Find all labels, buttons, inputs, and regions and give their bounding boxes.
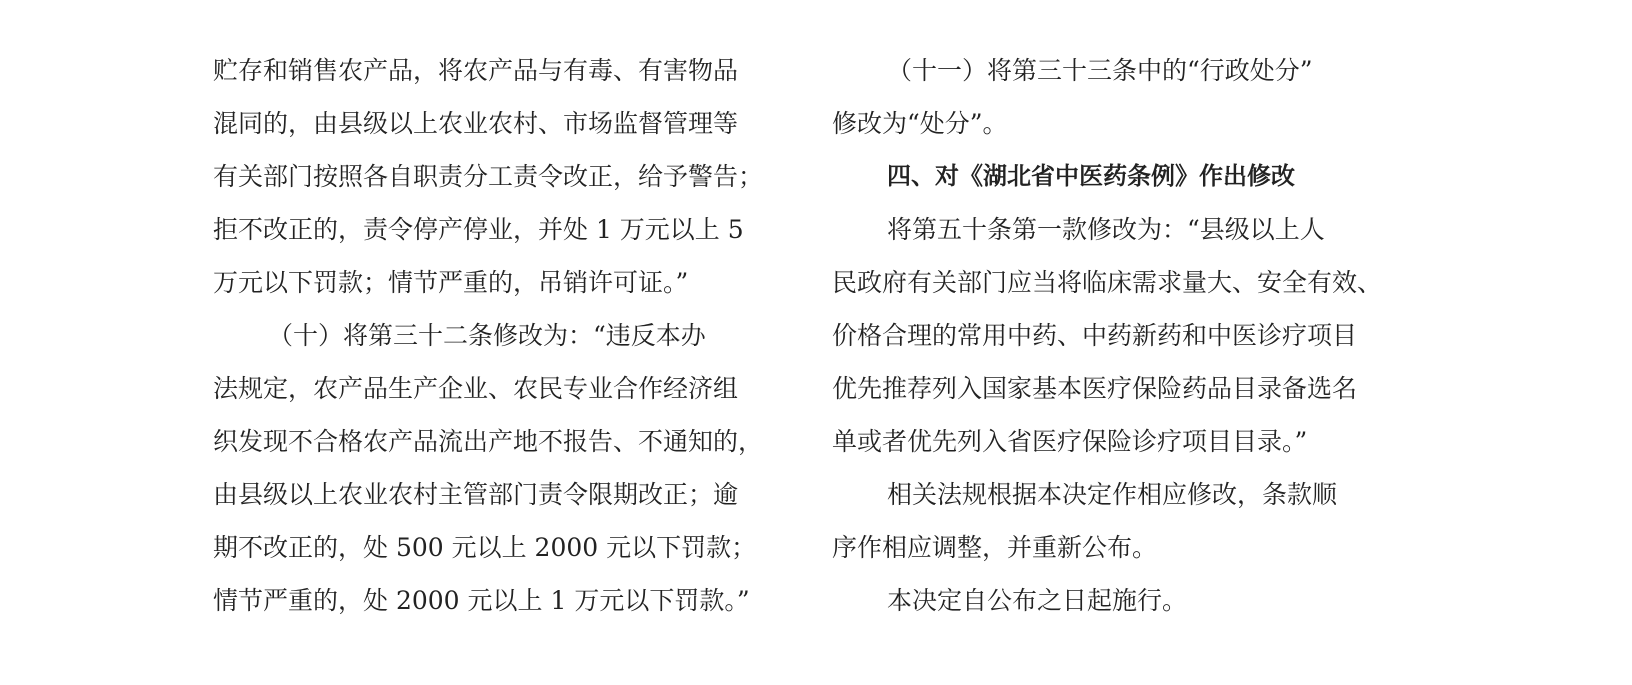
text-line: 由县级以上农业农村主管部门责令限期改正；逾 [213,480,739,509]
text-line: 情节严重的，处 2000 元以上 1 万元以下罚款。” [213,586,750,615]
text-line: 万元以下罚款；情节严重的，吊销许可证。” [213,268,689,297]
text-line: 期不改正的，处 500 元以上 2000 元以下罚款； [213,533,757,562]
text-line: 价格合理的常用中药、中药新药和中医诊疗项目 [832,321,1358,350]
paragraph-start-line: 相关法规根据本决定作相应修改，条款顺 [887,480,1338,509]
text-line: 序作相应调整，并重新公布。 [832,533,1158,562]
text-line: 优先推荐列入国家基本医疗保险药品目录备选名 [832,374,1358,403]
paragraph-start-line: （十）将第三十二条修改为：“违反本办 [268,321,706,350]
paragraph-start-line: 本决定自公布之日起施行。 [887,586,1188,615]
section-heading: 四、对《湖北省中医药条例》作出修改 [887,162,1295,190]
left-column [213,44,773,627]
right-column [832,44,1392,627]
paragraph-start-line: 将第五十条第一款修改为：“县级以上人 [887,215,1325,244]
text-line: 贮存和销售农产品，将农产品与有毒、有害物品 [213,56,739,85]
text-line: 单或者优先列入省医疗保险诊疗项目目录。” [832,427,1308,456]
text-line: 有关部门按照各自职责分工责令改正，给予警告； [213,162,764,191]
text-line: 织发现不合格农产品流出产地不报告、不通知的， [213,427,764,456]
text-line: 拒不改正的，责令停产停业，并处 1 万元以上 5 [213,215,744,244]
paragraph-start-line: （十一）将第三十三条中的“行政处分” [887,56,1313,85]
text-line: 混同的，由县级以上农业农村、市场监督管理等 [213,109,739,138]
text-line: 民政府有关部门应当将临床需求量大、安全有效、 [832,268,1383,297]
text-line: 修改为“处分”。 [832,109,1008,138]
text-line: 法规定，农产品生产企业、农民专业合作经济组 [213,374,739,403]
